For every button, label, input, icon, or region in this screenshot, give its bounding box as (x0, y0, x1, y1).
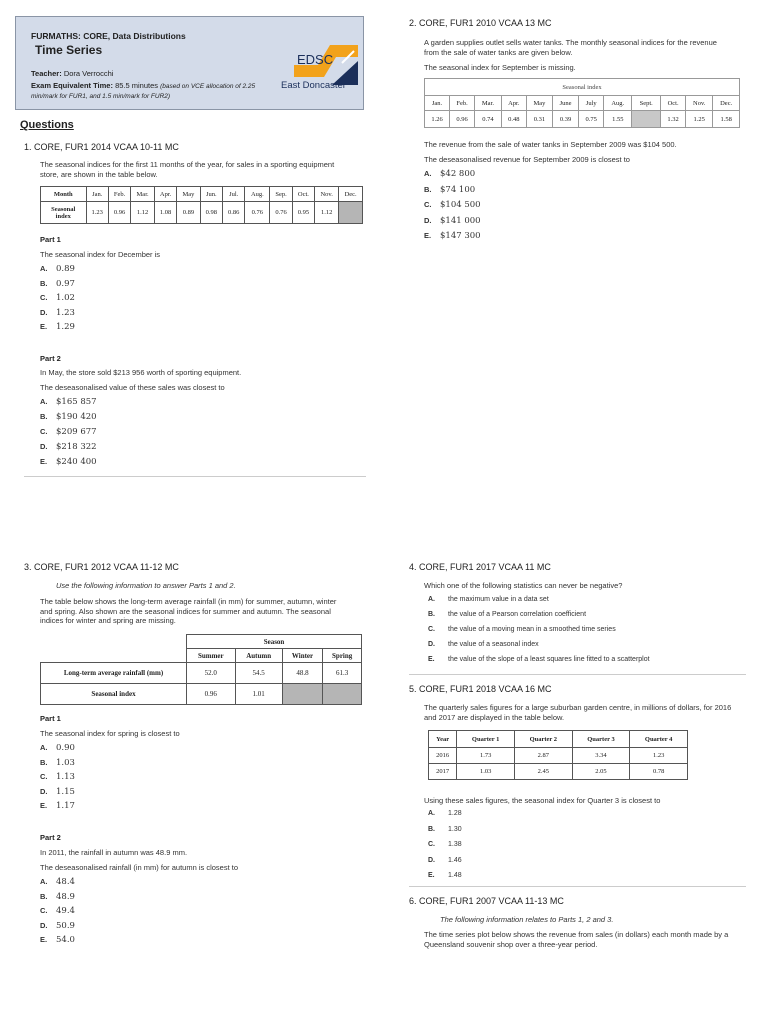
q5-intro (424, 703, 731, 722)
q1-part2-label: Part 2 (40, 354, 61, 363)
q2-head-cell: June (553, 96, 579, 111)
q1-value-cell: 0.96 (108, 202, 130, 224)
q1-part1-options (40, 264, 75, 337)
answer-option[interactable] (424, 231, 481, 247)
option-letter: C. (40, 906, 48, 915)
q5-head-cell: Year (429, 731, 457, 748)
answer-option[interactable] (40, 457, 97, 472)
option-value: 1.48 (448, 872, 462, 879)
q3-head-cell: Winter (282, 649, 323, 663)
q1-head-cell: Jul. (223, 187, 245, 202)
q2-seasonal-table (424, 78, 740, 128)
answer-option[interactable] (40, 427, 97, 442)
answer-option[interactable] (40, 758, 75, 773)
divider (24, 476, 366, 477)
option-letter: E. (40, 322, 48, 331)
answer-option[interactable] (40, 906, 75, 921)
answer-option[interactable] (428, 857, 462, 873)
answer-option[interactable] (428, 826, 462, 842)
q3-head-cell: Summer (187, 649, 236, 663)
q2-text-1: The revenue from the sale of water tanks in September 2009 was $104 500. (424, 140, 677, 149)
q2-head-cell: Jan. (425, 96, 450, 111)
q1-intro-line-2: store, are shown in the table below. (40, 169, 158, 179)
q1-value-cell: 1.12 (131, 202, 155, 224)
q3-value-cell: 0.96 (187, 684, 236, 705)
q2-head-cell: May (526, 96, 552, 111)
q2-head-cell: Mar. (475, 96, 502, 111)
q1-head-cell: Month (41, 187, 87, 202)
q3-part1-label: Part 1 (40, 714, 61, 723)
q2-value-cell: 1.25 (686, 111, 713, 128)
option-letter: B. (40, 891, 48, 901)
q1-value-cell: 1.12 (315, 202, 339, 224)
q2-value-cell: 0.31 (526, 111, 552, 128)
q5-cell: 2.05 (572, 764, 630, 780)
option-value: 49.4 (56, 906, 75, 916)
q2-head-cell: Oct. (661, 96, 686, 111)
q1-head-cell: Sep. (270, 187, 292, 202)
q1-value-cell: 1.23 (86, 202, 108, 224)
q1-part2-options (40, 397, 97, 472)
answer-option[interactable] (40, 743, 75, 758)
q3-empty-cell (41, 635, 187, 649)
q3-part2-options (40, 877, 75, 950)
q2-missing-cell (632, 111, 661, 128)
q3-intro-line-3: indices for winter and spring are missing. (40, 616, 176, 625)
q3-value-cell: 1.01 (235, 684, 282, 705)
option-letter: C. (428, 626, 435, 633)
teacher-line (31, 69, 113, 78)
q5-cell: 1.23 (630, 748, 688, 764)
q5-cell: 2017 (429, 764, 457, 780)
q2-value-cell: 1.32 (661, 111, 686, 128)
option-value: 1.38 (448, 841, 462, 848)
q1-part2-text-2: The deseasonalised value of these sales was closest to (40, 383, 225, 392)
q5-head-row (429, 731, 688, 748)
q2-value-cell: 0.48 (501, 111, 526, 128)
option-letter: D. (428, 856, 435, 864)
option-value: $74 100 (440, 184, 476, 195)
q2-head-cell: Apr. (501, 96, 526, 111)
option-value: 1.02 (56, 293, 75, 303)
answer-option[interactable] (40, 877, 75, 892)
q2-head-row (425, 96, 740, 111)
q1-head-cell: Feb. (108, 187, 130, 202)
option-value: 1.13 (56, 772, 75, 782)
q3-part1-options (40, 743, 75, 816)
q1-value-cell: 1.08 (154, 202, 176, 224)
q2-value-cell: 0.74 (475, 111, 502, 128)
exam-time-line (31, 81, 281, 101)
school-name: East Doncaster (281, 80, 346, 91)
option-letter: C. (40, 293, 48, 302)
q1-head-cell: Oct. (292, 187, 314, 202)
answer-option[interactable] (40, 397, 97, 412)
option-value: the value of a moving mean in a smoothed time series (448, 626, 616, 633)
q1-row-label-2: index (55, 212, 71, 220)
q3-value-cell: 52.0 (187, 663, 236, 684)
q1-value-cell: 0.76 (270, 202, 292, 224)
q5-sales-table (428, 730, 688, 780)
q2-intro-line-1: A garden supplies outlet sells water tanks. The monthly seasonal indices for the revenue (424, 38, 717, 47)
q3-title: 3. CORE, FUR1 2012 VCAA 11-12 MC (24, 562, 179, 572)
q5-head-cell: Quarter 3 (572, 731, 630, 748)
q3-part2-label: Part 2 (40, 833, 61, 842)
option-letter: E. (428, 872, 435, 879)
worksheet-header (15, 16, 364, 110)
option-value: 48.9 (56, 891, 75, 902)
q1-missing-cell (339, 202, 363, 224)
answer-option[interactable] (40, 264, 75, 279)
q3-head-cell: Spring (323, 649, 362, 663)
exam-time-label: Exam Equivalent Time: (31, 81, 113, 90)
option-letter: A. (40, 877, 48, 886)
exam-note-2: min/mark for FUR1, and 1.5 min/mark for FUR2) (31, 93, 171, 100)
option-letter: B. (40, 278, 48, 288)
option-letter: A. (40, 743, 48, 752)
q1-value-cell: 0.89 (177, 202, 200, 224)
option-value: 1.29 (56, 322, 75, 332)
option-letter: A. (424, 169, 432, 178)
option-value: $218 322 (56, 442, 97, 452)
answer-option[interactable] (40, 935, 75, 950)
answer-option[interactable] (40, 787, 75, 802)
q3-missing-cell (282, 684, 323, 705)
q2-value-cell: 0.39 (553, 111, 579, 128)
divider (409, 674, 746, 675)
q3-row-label: Seasonal index (41, 684, 187, 705)
q5-cell: 3.34 (572, 748, 630, 764)
q5-cell: 1.03 (457, 764, 515, 780)
q5-cell: 2016 (429, 748, 457, 764)
q5-row-2016 (429, 748, 688, 764)
q3-rainfall-table (40, 634, 362, 705)
q1-value-cell: 0.86 (223, 202, 245, 224)
q2-options (424, 169, 481, 247)
option-value: $104 500 (440, 200, 481, 210)
option-value: $209 677 (56, 427, 97, 437)
option-value: the maximum value in a data set (448, 596, 549, 603)
q1-part1-text: The seasonal index for December is (40, 250, 161, 259)
option-letter: E. (428, 656, 435, 663)
q3-missing-cell (323, 684, 362, 705)
q2-value-cell: 1.55 (604, 111, 632, 128)
q5-intro-line-1: The quarterly sales figures for a large suburban garden centre, in millions of dollars, for 2016 (424, 703, 732, 712)
q1-value-cell: 0.76 (245, 202, 270, 224)
logo-text: EDSC (297, 52, 334, 67)
answer-option[interactable] (428, 810, 462, 826)
option-letter: A. (40, 264, 48, 273)
q2-text-2: The deseasonalised revenue for September 2009 is closest to (424, 155, 630, 164)
q1-head-cell: Jan. (86, 187, 108, 202)
option-letter: D. (40, 307, 48, 317)
q1-head-cell: Dec. (339, 187, 363, 202)
option-value: $190 420 (56, 412, 97, 422)
option-letter: D. (428, 641, 435, 648)
option-value: 1.30 (448, 825, 462, 833)
option-value: $165 857 (56, 397, 97, 407)
q5-cell: 1.73 (457, 748, 515, 764)
q5-row-2017 (429, 764, 688, 780)
q1-value-cell: 0.98 (200, 202, 222, 224)
option-value: the value of the slope of a least squares line fitted to a scatterplot (448, 656, 650, 663)
option-value: 48.4 (56, 877, 75, 887)
q2-value-cell: 1.26 (425, 111, 450, 128)
q2-title: 2. CORE, FUR1 2010 VCAA 13 MC (409, 18, 552, 28)
option-letter: C. (424, 200, 432, 209)
q2-head-cell: July (579, 96, 604, 111)
q5-head-cell: Quarter 4 (630, 731, 688, 748)
q1-head-cell: Aug. (245, 187, 270, 202)
q1-seasonal-table (40, 186, 363, 224)
q5-head-cell: Quarter 2 (514, 731, 572, 748)
q2-value-cell: 0.96 (450, 111, 475, 128)
q3-intro-line-1: The table below shows the long-term average rainfall (in mm) for summer, autumn, winter (40, 597, 337, 606)
option-letter: A. (428, 810, 435, 817)
answer-option[interactable] (424, 185, 481, 201)
answer-option[interactable] (40, 293, 75, 308)
q2-caption-row (425, 79, 740, 96)
q6-title: 6. CORE, FUR1 2007 VCAA 11-13 MC (409, 896, 564, 906)
answer-option[interactable] (40, 279, 75, 294)
exam-time-value: 85.5 minutes (115, 81, 159, 90)
q3-head-cell: Autumn (235, 649, 282, 663)
q3-season-header: Season (187, 635, 362, 649)
option-value: 1.15 (56, 786, 75, 797)
option-value: $240 400 (56, 457, 97, 467)
q2-head-cell: Dec. (713, 96, 740, 111)
q1-head-cell: Nov. (315, 187, 339, 202)
answer-option[interactable] (424, 169, 481, 185)
q3-empty-cell (41, 649, 187, 663)
answer-option[interactable] (40, 801, 75, 816)
q3-intro-line-2: and spring. Also shown are the seasonal indices for summer and autumn. The seasonal (40, 606, 331, 616)
option-letter: B. (40, 412, 48, 421)
answer-option[interactable] (40, 322, 75, 337)
answer-option[interactable] (428, 611, 650, 626)
answer-option[interactable] (424, 216, 481, 232)
q1-table-index-row (41, 202, 363, 224)
q1-row-label-1: Seasonal (51, 205, 76, 213)
q4-options (428, 596, 650, 671)
q2-table-caption: Seasonal index (425, 79, 740, 96)
option-letter: A. (40, 397, 48, 406)
option-letter: D. (40, 786, 48, 796)
q4-text: Which one of the following statistics can never be negative? (424, 581, 623, 590)
q5-head-cell: Quarter 1 (457, 731, 515, 748)
q5-cell: 0.78 (630, 764, 688, 780)
q1-value-cell: 0.95 (292, 202, 314, 224)
q3-use-info: Use the following information to answer Parts 1 and 2. (56, 581, 236, 590)
option-letter: B. (428, 825, 435, 833)
q6-text (424, 930, 728, 949)
q5-text: Using these sales figures, the seasonal index for Quarter 3 is closest to (424, 796, 661, 805)
option-letter: C. (40, 427, 48, 436)
q1-intro-line-1: The seasonal indices for the first 11 months of the year, for sales in a sporting equipment (40, 160, 335, 169)
q6-text-line-2: Queensland souvenir shop over a three-year period. (424, 939, 598, 949)
option-value: the value of a Pearson correlation coefficient (448, 611, 587, 618)
answer-option[interactable] (424, 200, 481, 216)
worksheet-title: Time Series (35, 43, 103, 57)
q1-head-cell: May (177, 187, 200, 202)
option-letter: B. (424, 184, 432, 194)
q2-value-cell: 0.75 (579, 111, 604, 128)
q6-text-line-1: The time series plot below shows the revenue from sales (in dollars) each month made by a (424, 930, 729, 939)
q1-row-label (41, 202, 87, 224)
option-value: 1.46 (448, 856, 462, 864)
q3-part1-text: The seasonal index for spring is closest to (40, 729, 180, 738)
q2-head-cell: Feb. (450, 96, 475, 111)
q1-head-cell: Apr. (154, 187, 176, 202)
option-value: 1.03 (56, 757, 75, 768)
q1-table-head-row (41, 187, 363, 202)
option-value: 0.89 (56, 264, 75, 274)
q3-value-cell: 54.5 (235, 663, 282, 684)
q2-intro (424, 38, 717, 57)
q3-rainfall-row (41, 663, 362, 684)
q5-intro-line-2: and 2017 are displayed in the table below. (424, 712, 565, 722)
option-value: 1.28 (448, 810, 462, 817)
q1-title: 1. CORE, FUR1 2014 VCAA 10-11 MC (24, 142, 179, 152)
teacher-label: Teacher: (31, 69, 62, 78)
option-value: $42 800 (440, 169, 476, 179)
q1-intro (40, 160, 334, 179)
option-letter: E. (40, 457, 48, 466)
q3-part2-text-1: In 2011, the rainfall in autumn was 48.9 mm. (40, 848, 188, 857)
q3-part2-text-2: The deseasonalised rainfall (in mm) for autumn is closest to (40, 863, 239, 872)
answer-option[interactable] (428, 596, 650, 611)
option-letter: D. (424, 215, 432, 225)
option-value: $141 000 (440, 215, 481, 226)
option-letter: B. (40, 757, 48, 767)
q2-value-row (425, 111, 740, 128)
q1-part2-text-1: In May, the store sold $213 956 worth of sporting equipment. (40, 368, 242, 377)
q2-head-cell: Sept. (632, 96, 661, 111)
option-value: 1.17 (56, 801, 75, 811)
option-value: 1.23 (56, 307, 75, 318)
option-letter: C. (40, 772, 48, 781)
option-value: the value of a seasonal index (448, 641, 539, 648)
answer-option[interactable] (40, 412, 97, 427)
q3-value-cell: 61.3 (323, 663, 362, 684)
answer-option[interactable] (428, 841, 462, 857)
q5-cell: 2.45 (514, 764, 572, 780)
q3-head-row (41, 649, 362, 663)
exam-note-1: (based on VCE allocation of 2.25 (160, 83, 256, 90)
option-letter: C. (428, 841, 435, 848)
q3-intro (40, 597, 336, 626)
answer-option[interactable] (40, 921, 75, 936)
option-value: $147 300 (440, 231, 481, 241)
course-name: FURMATHS: CORE, Data Distributions (31, 31, 186, 41)
questions-heading: Questions (20, 119, 74, 131)
q2-intro-line-2: from the sale of water tanks are given below. (424, 47, 573, 57)
answer-option[interactable] (428, 626, 650, 641)
q2-value-cell: 1.58 (713, 111, 740, 128)
divider (409, 886, 746, 887)
answer-option[interactable] (40, 308, 75, 323)
q1-part1-label: Part 1 (40, 235, 61, 244)
q2-missing-text: The seasonal index for September is missing. (424, 63, 576, 72)
q2-head-cell: Aug. (604, 96, 632, 111)
q3-value-cell: 48.8 (282, 663, 323, 684)
q1-head-cell: Mar. (131, 187, 155, 202)
option-letter: A. (428, 596, 435, 603)
option-letter: E. (40, 935, 48, 944)
answer-option[interactable] (428, 656, 650, 671)
answer-option[interactable] (40, 442, 97, 457)
q6-info: The following information relates to Parts 1, 2 and 3. (440, 915, 614, 924)
option-letter: D. (40, 920, 48, 930)
q3-index-row (41, 684, 362, 705)
q4-title: 4. CORE, FUR1 2017 VCAA 11 MC (409, 562, 551, 572)
option-letter: D. (40, 442, 48, 451)
q5-cell: 2.87 (514, 748, 572, 764)
answer-option[interactable] (40, 892, 75, 907)
option-value: 0.97 (56, 278, 75, 289)
option-letter: B. (428, 611, 435, 618)
answer-option[interactable] (40, 772, 75, 787)
option-value: 0.90 (56, 743, 75, 753)
q3-row-label: Long-term average rainfall (mm) (41, 663, 187, 684)
option-letter: E. (40, 801, 48, 810)
q5-options (428, 810, 462, 888)
q1-head-cell: Jun. (200, 187, 222, 202)
q2-head-cell: Nov. (686, 96, 713, 111)
option-value: 54.0 (56, 935, 75, 945)
teacher-name: Dora Verrocchi (63, 69, 114, 78)
q5-title: 5. CORE, FUR1 2018 VCAA 16 MC (409, 684, 552, 694)
option-letter: E. (424, 231, 432, 240)
option-value: 50.9 (56, 920, 75, 931)
q3-season-row (41, 635, 362, 649)
answer-option[interactable] (428, 641, 650, 656)
